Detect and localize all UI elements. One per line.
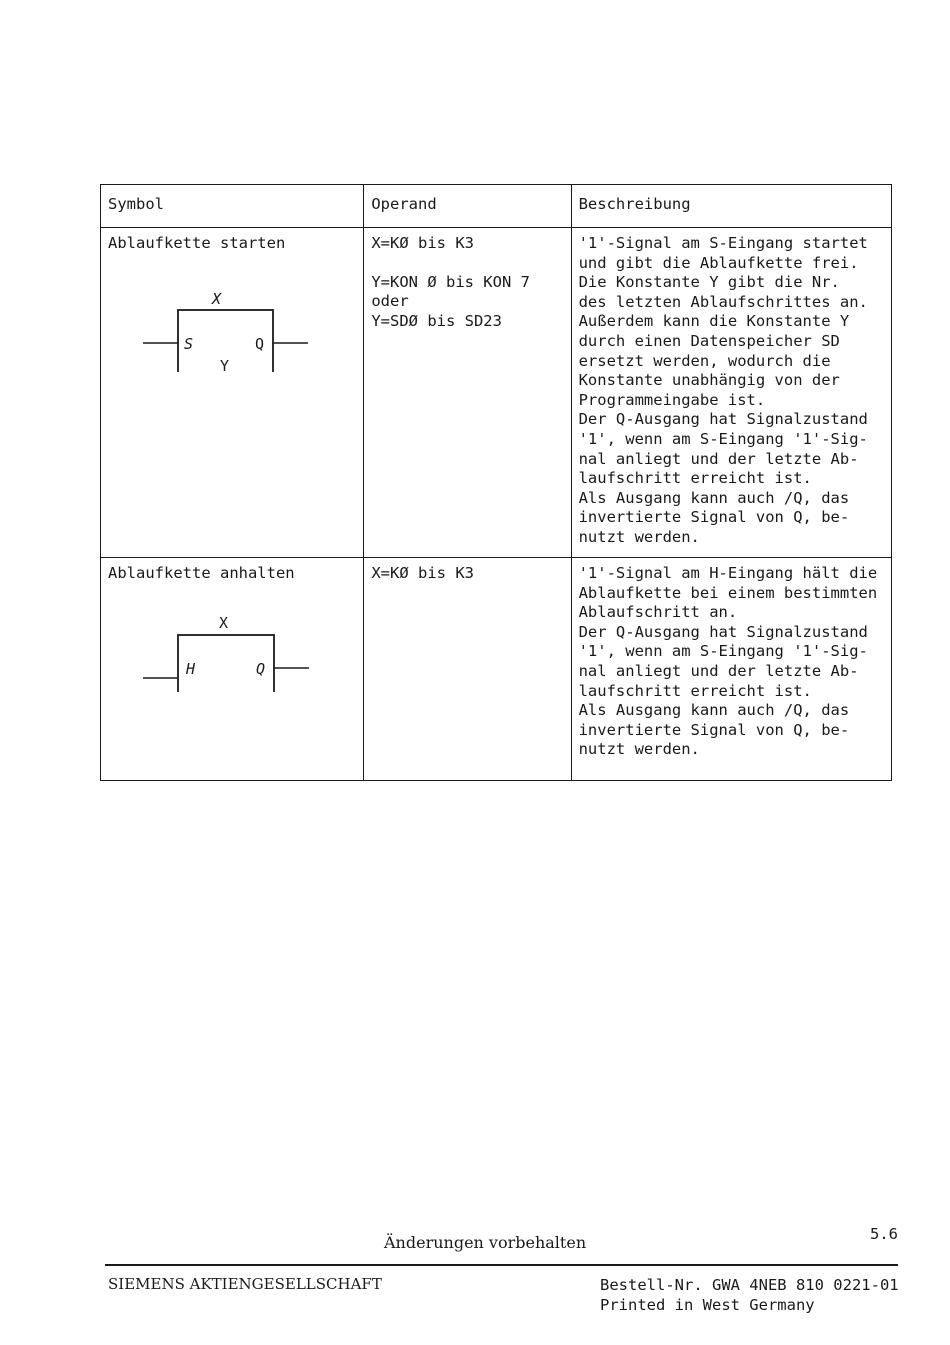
operand-line: oder xyxy=(371,292,409,311)
description-line: nutzt werden. xyxy=(578,527,700,546)
diagram-label-s: S xyxy=(184,334,194,353)
description-line: Programmeingabe ist. xyxy=(578,390,766,409)
description-line: durch einen Datenspeicher SD xyxy=(578,331,840,350)
description-line: '1'-Signal am H-Eingang hält die xyxy=(578,564,878,582)
instruction-table xyxy=(100,184,892,781)
description-line: Ablaufschritt an. xyxy=(578,603,738,622)
description-line: nal anliegt und der letzte Ab- xyxy=(578,449,859,468)
stop-block-diagram xyxy=(108,602,356,692)
description-line: Außerdem kann die Konstante Y xyxy=(578,312,850,331)
operand-cell-stop xyxy=(364,558,571,781)
operand-line: Y=KON Ø bis KON 7 xyxy=(371,272,530,291)
header-operand: Operand xyxy=(364,185,571,228)
description-line: '1'-Signal am S-Eingang startet xyxy=(578,234,868,252)
diagram-label-x: X xyxy=(219,613,229,632)
description-line: nutzt werden. xyxy=(578,740,700,759)
symbol-cell-start xyxy=(101,228,364,558)
start-block-diagram xyxy=(108,272,356,372)
symbol-title-stop: Ablaufkette anhalten xyxy=(108,564,295,582)
operand-cell-start xyxy=(364,228,571,558)
table-row-stop xyxy=(101,558,892,781)
diagram-label-q: Q xyxy=(255,334,265,353)
description-line: laufschritt erreicht ist. xyxy=(578,469,812,488)
symbol-title-start: Ablaufkette starten xyxy=(108,234,286,252)
operand-line: X=KØ bis K3 xyxy=(371,234,474,252)
description-line: Als Ausgang kann auch /Q, das xyxy=(578,488,850,507)
description-line: Der Q-Ausgang hat Signalzustand xyxy=(578,410,868,429)
description-cell-start xyxy=(571,228,891,558)
description-line: ersetzt werden, wodurch die xyxy=(578,351,831,370)
diagram-label-x: X xyxy=(212,289,222,308)
description-line: Der Q-Ausgang hat Signalzustand xyxy=(578,622,868,641)
header-symbol: Symbol xyxy=(101,185,364,228)
operand-spacer xyxy=(371,254,563,273)
description-line: und gibt die Ablaufkette frei. xyxy=(578,253,859,272)
description-line: '1', wenn am S-Eingang '1'-Sig- xyxy=(578,642,868,661)
printed-in: Printed in West Germany xyxy=(600,1296,815,1314)
order-info xyxy=(600,1275,899,1315)
description-line: laufschritt erreicht ist. xyxy=(578,681,812,700)
diagram-label-q: Q xyxy=(256,659,266,678)
description-line: des letzten Ablaufschrittes an. xyxy=(578,292,868,311)
company-name: SIEMENS AKTIENGESELLSCHAFT xyxy=(108,1275,382,1293)
diagram-label-y: Y xyxy=(220,356,230,372)
header-description: Beschreibung xyxy=(571,185,891,228)
symbol-cell-stop xyxy=(101,558,364,781)
description-line: '1', wenn am S-Eingang '1'-Sig- xyxy=(578,429,868,448)
notice-text: Änderungen vorbehalten xyxy=(384,1233,587,1252)
description-cell-stop xyxy=(571,558,891,781)
table-header-row xyxy=(101,185,892,228)
order-number: Bestell-Nr. GWA 4NEB 810 0221-01 xyxy=(600,1276,899,1294)
description-line: Konstante unabhängig von der xyxy=(578,371,840,390)
description-line: Ablaufkette bei einem bestimmten xyxy=(578,583,878,602)
footer-divider xyxy=(105,1264,898,1266)
description-line: Als Ausgang kann auch /Q, das xyxy=(578,701,850,720)
description-line: invertierte Signal von Q, be- xyxy=(578,508,850,527)
description-line: Die Konstante Y gibt die Nr. xyxy=(578,273,840,292)
operand-line: X=KØ bis K3 xyxy=(371,564,474,582)
table-row-start xyxy=(101,228,892,558)
page-number: 5.6 xyxy=(870,1225,898,1243)
description-line: invertierte Signal von Q, be- xyxy=(578,720,850,739)
diagram-label-h: H xyxy=(186,659,196,678)
description-line: nal anliegt und der letzte Ab- xyxy=(578,661,859,680)
operand-line: Y=SDØ bis SD23 xyxy=(371,311,502,330)
